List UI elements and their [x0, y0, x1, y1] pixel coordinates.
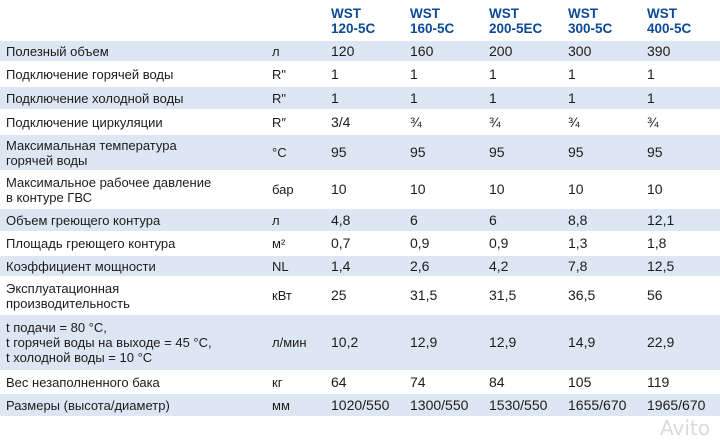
- parameter-cell: [0, 62, 268, 86]
- value-cell: 6: [481, 208, 560, 232]
- value-cell: 7,8: [560, 255, 639, 277]
- value-cell: 4,8: [323, 208, 402, 232]
- parameter-label: Коэффициент мощности: [6, 258, 156, 274]
- value-cell: 2,6: [402, 255, 481, 277]
- model-header-1: [323, 0, 402, 40]
- value-cell: 3/4: [323, 110, 402, 134]
- parameter-label: t подачи = 80 °C,: [6, 320, 107, 335]
- table-row: [0, 371, 720, 393]
- model-header-line: 160-5C: [410, 21, 455, 36]
- model-header-4: [560, 0, 639, 40]
- parameter-cell: [0, 393, 268, 416]
- model-header-3: [481, 0, 560, 40]
- parameter-label: Объем греющего контура: [6, 212, 161, 228]
- value-cell: 1965/670: [639, 393, 720, 416]
- unit-cell: м²: [268, 232, 323, 255]
- unit-cell: мм: [268, 393, 323, 416]
- value-cell: 74: [402, 371, 481, 393]
- value-cell: 1: [560, 86, 639, 110]
- value-cell: 31,5: [402, 277, 481, 314]
- unit-cell: кг: [268, 371, 323, 393]
- parameter-cell: [0, 86, 268, 110]
- table-row: [0, 208, 720, 232]
- parameter-label: в контуре ГВС: [6, 189, 92, 205]
- value-cell: 22,9: [639, 314, 720, 371]
- value-cell: 10: [323, 171, 402, 208]
- model-header-line: WST: [647, 6, 677, 21]
- parameter-label: t горячей воды на выходе = 45 °C,: [6, 335, 212, 350]
- unit-cell: R": [268, 62, 323, 86]
- value-cell: ¾: [481, 110, 560, 134]
- value-cell: 12,5: [639, 255, 720, 277]
- parameter-cell: [0, 40, 268, 62]
- parameter-label: производительность: [6, 295, 130, 311]
- parameter-label: Вес незаполненного бака: [6, 374, 160, 390]
- value-cell: 95: [560, 134, 639, 171]
- value-cell: 10: [481, 171, 560, 208]
- parameter-header-cell: [0, 0, 268, 40]
- unit-cell: NL: [268, 255, 323, 277]
- value-cell: 120: [323, 40, 402, 62]
- parameter-label: Подключение холодной воды: [6, 90, 184, 106]
- value-cell: 95: [402, 134, 481, 171]
- table-row: [0, 314, 720, 371]
- model-header-line: 400-5C: [647, 21, 692, 36]
- value-cell: 1655/670: [560, 393, 639, 416]
- model-header-line: 120-5C: [331, 21, 376, 36]
- value-cell: 12,1: [639, 208, 720, 232]
- unit-cell: кВт: [268, 277, 323, 314]
- unit-cell: л/мин: [268, 314, 323, 371]
- parameter-cell: [0, 134, 268, 171]
- value-cell: 1: [481, 86, 560, 110]
- table-row: [0, 134, 720, 171]
- value-cell: 300: [560, 40, 639, 62]
- model-header-5: [639, 0, 720, 40]
- value-cell: 119: [639, 371, 720, 393]
- parameter-label: Размеры (высота/диаметр): [6, 397, 170, 413]
- value-cell: 1300/550: [402, 393, 481, 416]
- value-cell: ¾: [402, 110, 481, 134]
- parameter-label: t холодной воды = 10 °C: [6, 350, 153, 365]
- parameter-cell: [0, 171, 268, 208]
- value-cell: 1: [639, 62, 720, 86]
- value-cell: 10: [402, 171, 481, 208]
- unit-cell: бар: [268, 171, 323, 208]
- unit-cell: °C: [268, 134, 323, 171]
- parameter-label: Площадь греющего контура: [6, 236, 176, 251]
- model-header-line: WST: [331, 6, 361, 21]
- value-cell: 1530/550: [481, 393, 560, 416]
- value-cell: 1,3: [560, 232, 639, 255]
- parameter-cell: [0, 110, 268, 134]
- value-cell: 1: [323, 62, 402, 86]
- table-row: [0, 171, 720, 208]
- value-cell: 200: [481, 40, 560, 62]
- value-cell: 1: [323, 86, 402, 110]
- model-header-2: [402, 0, 481, 40]
- model-header-line: WST: [489, 6, 519, 21]
- value-cell: 1: [560, 62, 639, 86]
- value-cell: 1: [402, 62, 481, 86]
- table-row: [0, 277, 720, 314]
- value-cell: 1: [402, 86, 481, 110]
- unit-cell: R″: [268, 110, 323, 134]
- parameter-label: Максимальное рабочее давление: [6, 174, 212, 190]
- value-cell: 0,9: [481, 232, 560, 255]
- value-cell: 1,4: [323, 255, 402, 277]
- value-cell: 6: [402, 208, 481, 232]
- model-header-line: 200-5EC: [489, 21, 543, 36]
- value-cell: 36,5: [560, 277, 639, 314]
- watermark: Avito: [660, 416, 710, 440]
- table-row: [0, 110, 720, 134]
- model-header-line: WST: [568, 6, 598, 21]
- table-body: [0, 40, 720, 416]
- value-cell: 95: [323, 134, 402, 171]
- parameter-label: Полезный объем: [6, 43, 109, 59]
- value-cell: 12,9: [481, 314, 560, 371]
- value-cell: 10: [560, 171, 639, 208]
- value-cell: 95: [481, 134, 560, 171]
- model-header-line: 300-5C: [568, 21, 613, 36]
- unit-cell: R": [268, 86, 323, 110]
- parameter-cell: [0, 371, 268, 393]
- table-row: [0, 40, 720, 62]
- table-row: [0, 62, 720, 86]
- unit-header-cell: [268, 0, 323, 40]
- value-cell: 84: [481, 371, 560, 393]
- value-cell: 4,2: [481, 255, 560, 277]
- unit-cell: л: [268, 208, 323, 232]
- parameter-label: Максимальная температура: [6, 137, 177, 153]
- table-row: [0, 255, 720, 277]
- parameter-label: Подключение циркуляции: [6, 114, 163, 130]
- value-cell: 12,9: [402, 314, 481, 371]
- parameter-cell: [0, 255, 268, 277]
- table-header-row: [0, 0, 720, 40]
- value-cell: 1: [481, 62, 560, 86]
- value-cell: 95: [639, 134, 720, 171]
- value-cell: 10: [639, 171, 720, 208]
- value-cell: 10,2: [323, 314, 402, 371]
- value-cell: 0,9: [402, 232, 481, 255]
- parameter-cell: [0, 314, 268, 371]
- value-cell: 1: [639, 86, 720, 110]
- value-cell: 31,5: [481, 277, 560, 314]
- unit-cell: л: [268, 40, 323, 62]
- parameter-label: Подключение горячей воды: [6, 66, 174, 82]
- parameter-cell: [0, 232, 268, 255]
- table-row: [0, 232, 720, 255]
- value-cell: ¾: [639, 110, 720, 134]
- value-cell: 8,8: [560, 208, 639, 232]
- parameter-cell: [0, 208, 268, 232]
- value-cell: 160: [402, 40, 481, 62]
- value-cell: 25: [323, 277, 402, 314]
- parameter-cell: [0, 277, 268, 314]
- value-cell: 105: [560, 371, 639, 393]
- value-cell: 64: [323, 371, 402, 393]
- value-cell: 390: [639, 40, 720, 62]
- parameter-label: горячей воды: [6, 152, 88, 168]
- table-row: [0, 86, 720, 110]
- value-cell: 1,8: [639, 232, 720, 255]
- value-cell: 56: [639, 277, 720, 314]
- table-row: [0, 393, 720, 416]
- parameter-label: Эксплуатационная: [6, 280, 120, 296]
- model-header-line: WST: [410, 6, 440, 21]
- value-cell: ¾: [560, 110, 639, 134]
- value-cell: 0,7: [323, 232, 402, 255]
- value-cell: 14,9: [560, 314, 639, 371]
- value-cell: 1020/550: [323, 393, 402, 416]
